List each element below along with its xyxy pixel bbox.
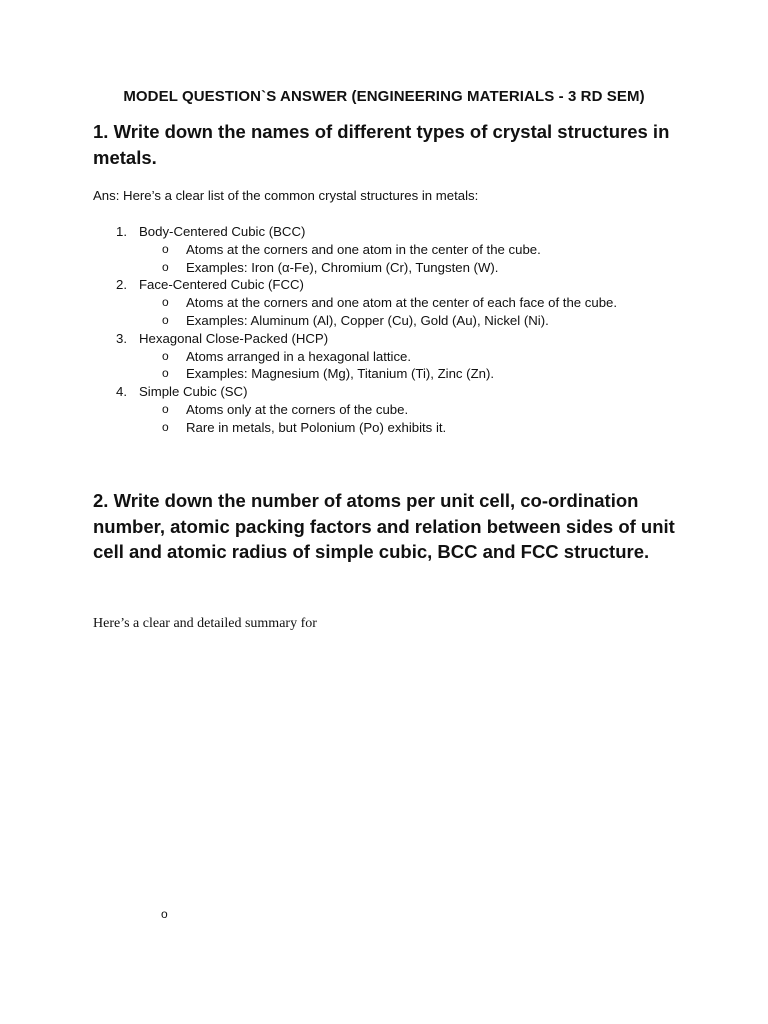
sub-point (0, 294, 768, 312)
sub-point-text: Examples: Iron (α-Fe), Chromium (Cr), Tungsten (W). (186, 259, 499, 275)
sub-point (0, 312, 768, 330)
circle-bullet-icon: o (162, 401, 169, 416)
empty-bullet: o (161, 907, 168, 921)
list-item-number: 4. (116, 384, 127, 400)
list-item-label: Face-Centered Cubic (FCC) (139, 277, 304, 293)
sub-point-text: Atoms arranged in a hexagonal lattice. (186, 348, 412, 364)
question-1-heading: 1. Write down the names of different types of crystal structures in metals. (93, 121, 670, 168)
sub-point-text: Examples: Magnesium (Mg), Titanium (Ti), Zinc (Zn). (186, 366, 495, 382)
circle-bullet-icon: o (162, 241, 169, 256)
sub-point (0, 365, 768, 383)
circle-bullet-icon: o (162, 366, 169, 381)
circle-bullet-icon: o (162, 348, 169, 363)
sub-point (0, 241, 768, 259)
sub-point-text: Atoms only at the corners of the cube. (186, 401, 409, 417)
answer-intro: Ans: Here’s a clear list of the common crystal structures in metals: (93, 188, 479, 203)
crystal-structure-list (0, 223, 768, 437)
list-item (0, 223, 768, 241)
question-2-heading: 2. Write down the number of atoms per unit cell, co-ordination number, atomic packing factors and relation between sides of unit cell and atomic radius of simple cubic, BCC and FCC structure. (93, 490, 675, 562)
list-item-label: Hexagonal Close-Packed (HCP) (139, 330, 329, 346)
list-item-number: 1. (116, 224, 127, 239)
list-item-number: 2. (116, 277, 127, 293)
document-title: MODEL QUESTION`S ANSWER (ENGINEERING MATERIALS - 3 RD SEM) (123, 88, 645, 105)
circle-bullet-icon: o (162, 295, 169, 310)
list-item-label: Body-Centered Cubic (BCC) (139, 224, 306, 239)
sub-point-text: Rare in metals, but Polonium (Po) exhibits it. (186, 419, 447, 435)
sub-point (0, 419, 768, 437)
sub-point-text: Atoms at the corners and one atom at the center of each face of the cube. (186, 295, 618, 311)
summary-text: Here’s a clear and detailed summary for (93, 616, 317, 631)
circle-bullet-icon: o (162, 419, 169, 434)
sub-point-text: Examples: Aluminum (Al), Copper (Cu), Gold (Au), Nickel (Ni). (186, 312, 549, 328)
list-item (0, 383, 768, 401)
list-item-number: 3. (116, 330, 127, 346)
sub-point (0, 348, 768, 366)
circle-bullet-icon: o (162, 312, 169, 327)
circle-bullet-icon: o (162, 259, 169, 274)
list-item-label: Simple Cubic (SC) (139, 384, 248, 400)
list-item (0, 330, 768, 348)
sub-point (0, 401, 768, 419)
sub-point (0, 259, 768, 277)
list-item (0, 276, 768, 294)
sub-point-text: Atoms at the corners and one atom in the center of the cube. (186, 241, 541, 257)
